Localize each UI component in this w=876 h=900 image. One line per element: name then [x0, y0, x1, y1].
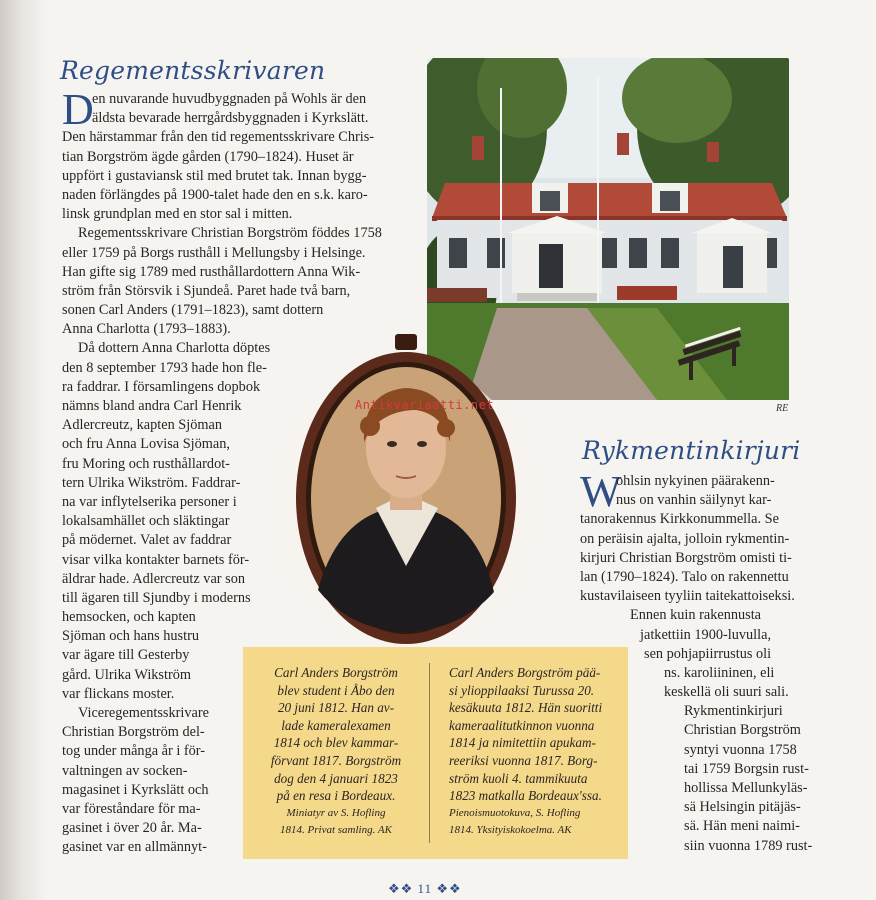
text-line: var flickans moster. [62, 685, 175, 702]
text-line: lade kameralexamen [281, 717, 391, 733]
text-line: keskellä oli suuri sali. [664, 684, 789, 701]
finnish-dropcap: W [580, 467, 622, 516]
text-line: valtningen av socken- [62, 762, 188, 779]
text-line: var ägare till Gesterby [62, 647, 190, 664]
text-line: lan (1790–1824). Talo on rakennettu [580, 568, 789, 585]
text-line: naden förlängdes på 1900-talet hade den en s.k. karo- [62, 186, 368, 203]
text-line: gård. Ulrika Wikström [62, 666, 191, 683]
finnish-caption [449, 664, 602, 840]
swedish-caption [252, 664, 420, 840]
text-line: ra faddrar. I församlingens dopbok [62, 378, 261, 395]
text-line: och fru Anna Lovisa Sjöman, [62, 436, 230, 453]
text-line: nus on vanhin säilynyt kar- [616, 492, 772, 509]
text-line: ström från Störsvik i Sjundeå. Paret hade två barn, [62, 282, 351, 299]
text-line: Ennen kuin rakennusta [630, 607, 762, 624]
swedish-heading: Regementsskrivaren [60, 56, 326, 85]
text-line: ohlsin nykyinen päärakenn- [616, 473, 775, 489]
portrait-miniature [270, 330, 540, 650]
text-line: 1823 matkalla Bordeaux'ssa. [449, 788, 602, 804]
watermark-text: Antikvariaatti.net [355, 398, 495, 412]
text-line: magasinet i Kyrkslätt och [62, 781, 209, 798]
text-line: en nuvarande huvudbyggnaden på Wohls är den [92, 91, 367, 107]
text-line: Viceregementsskrivare [78, 705, 209, 721]
text-line: hemsocken, och kapten [62, 609, 196, 626]
text-line: Anna Charlotta (1793–1883). [62, 321, 231, 338]
text-line: äldsta bevarade herrgårdsbyggnaden i Kyrkslätt. [92, 110, 369, 127]
text-line: Christian Borgström del- [62, 724, 205, 741]
text-line: Regementsskrivare Christian Borgström föddes 1758 [78, 225, 382, 242]
text-line: nämns bland andra Carl Henrik [62, 398, 242, 414]
text-line: na var inflytelserika personer i [62, 493, 237, 510]
text-line: på en resa i Bordeaux. [276, 788, 396, 804]
page-gutter-shadow [0, 0, 48, 900]
text-line: tian Borgström ägde gården (1790–1824). Huset är [62, 148, 354, 165]
text-line: blev student i Åbo den [277, 682, 395, 698]
text-line: sen pohjapiirrustus oli [644, 645, 772, 662]
text-line: 1814. Privat samling. AK [280, 824, 392, 837]
text-line: visar vilka kontakter barnets för- [62, 551, 250, 568]
text-line: tern Ulrika Wikström. Faddrar- [62, 474, 241, 491]
text-line: ström kuoli 4. tammikuuta [449, 770, 588, 786]
text-line: kesäkuuta 1812. Hän suoritti [449, 700, 603, 716]
text-line: Adlercreutz, kapten Sjöman [62, 417, 222, 434]
text-line: Miniatyr av S. Hofling [286, 806, 386, 819]
text-line: förvant 1817. Borgström [270, 752, 402, 768]
text-line: tai 1759 Borgsin rust- [684, 760, 809, 777]
text-line: ns. karoliininen, eli [664, 664, 775, 681]
text-line: äldrar hade. Adlercreutz var son [62, 570, 245, 587]
page-number: ❖❖ 11 ❖❖ [388, 881, 462, 896]
text-line: Rykmentinkirjuri [684, 703, 783, 720]
caption-divider [429, 663, 430, 843]
text-line: Den härstammar från den tid regementsskrivare Chris- [62, 129, 375, 146]
text-line: uppfört i gustaviansk stil med brutet tak. Innan bygg- [62, 167, 367, 184]
photo-credit: RE [776, 403, 789, 414]
text-line: lokalsamhället och släktingar [62, 513, 230, 530]
text-line: sä Helsingin pitäjäs- [684, 799, 801, 816]
text-line: reeriksi vuonna 1817. Borg- [449, 752, 598, 768]
swedish-dropcap: D [62, 85, 94, 134]
text-line: Då dottern Anna Charlotta döptes [78, 340, 271, 357]
text-line: jatkettiin 1900-luvulla, [640, 626, 772, 643]
text-line: Christian Borgström [684, 722, 801, 739]
text-line: 20 juni 1812. Han av- [277, 700, 395, 716]
text-line: hollissa Mellunkyläs- [684, 780, 808, 796]
text-line: on peräisin ajalta, jolloin rykmentin- [580, 530, 790, 547]
text-line: till ägaren till Sjundby i moderns [62, 589, 251, 606]
finnish-heading: Rykmentinkirjuri [582, 436, 801, 465]
text-line: linsk grundplan med en stor sal i mitten. [62, 206, 293, 223]
text-line: 1814. Yksityiskokoelma. AK [449, 824, 572, 837]
text-line: sä. Hän meni naimi- [684, 818, 800, 835]
text-line: kameraalitutkinnon vuonna [449, 717, 595, 733]
text-line: Sjöman och hans hustru [62, 628, 200, 645]
text-line: kirjuri Christian Borgström omisti ti- [580, 549, 792, 566]
text-line: Carl Anders Borgström pää- [449, 665, 601, 680]
text-line: syntyi vuonna 1758 [684, 741, 797, 758]
text-line: 1814 ja nimitettiin apukam- [449, 735, 596, 751]
text-line: Carl Anders Borgström [274, 665, 398, 680]
text-line: siin vuonna 1789 rust- [684, 837, 813, 854]
text-line: 1814 och blev kammar- [273, 735, 399, 751]
text-line: si ylioppilaaksi Turussa 20. [449, 682, 595, 698]
text-line: gasinet var en allmännyt- [62, 839, 207, 856]
text-line: gasinet i över 20 år. Ma- [62, 820, 202, 837]
text-line: sonen Carl Anders (1791–1823), samt dottern [62, 302, 324, 319]
text-line: den 8 september 1793 hade hon fle- [62, 359, 267, 376]
text-line: var föreståndare för ma- [62, 800, 201, 817]
text-line: dog den 4 januari 1823 [274, 770, 398, 786]
text-line: Pienoismuotokuva, S. Hofling [449, 806, 581, 819]
text-line: kustavilaiseen tyyliin taitekattoiseksi. [580, 588, 795, 605]
text-line: fru Moring och rusthållardot- [62, 455, 230, 472]
text-line: på mödernet. Valet av faddrar [62, 532, 232, 549]
text-line: tanorakennus Kirkkonummella. Se [580, 511, 779, 528]
text-line: eller 1759 på Borgs rusthåll i Mellungsby i Helsinge. [62, 244, 366, 261]
text-line: Han gifte sig 1789 med rusthållardottern Anna Wik- [62, 263, 361, 280]
text-line: tog under många år i för- [62, 743, 206, 760]
